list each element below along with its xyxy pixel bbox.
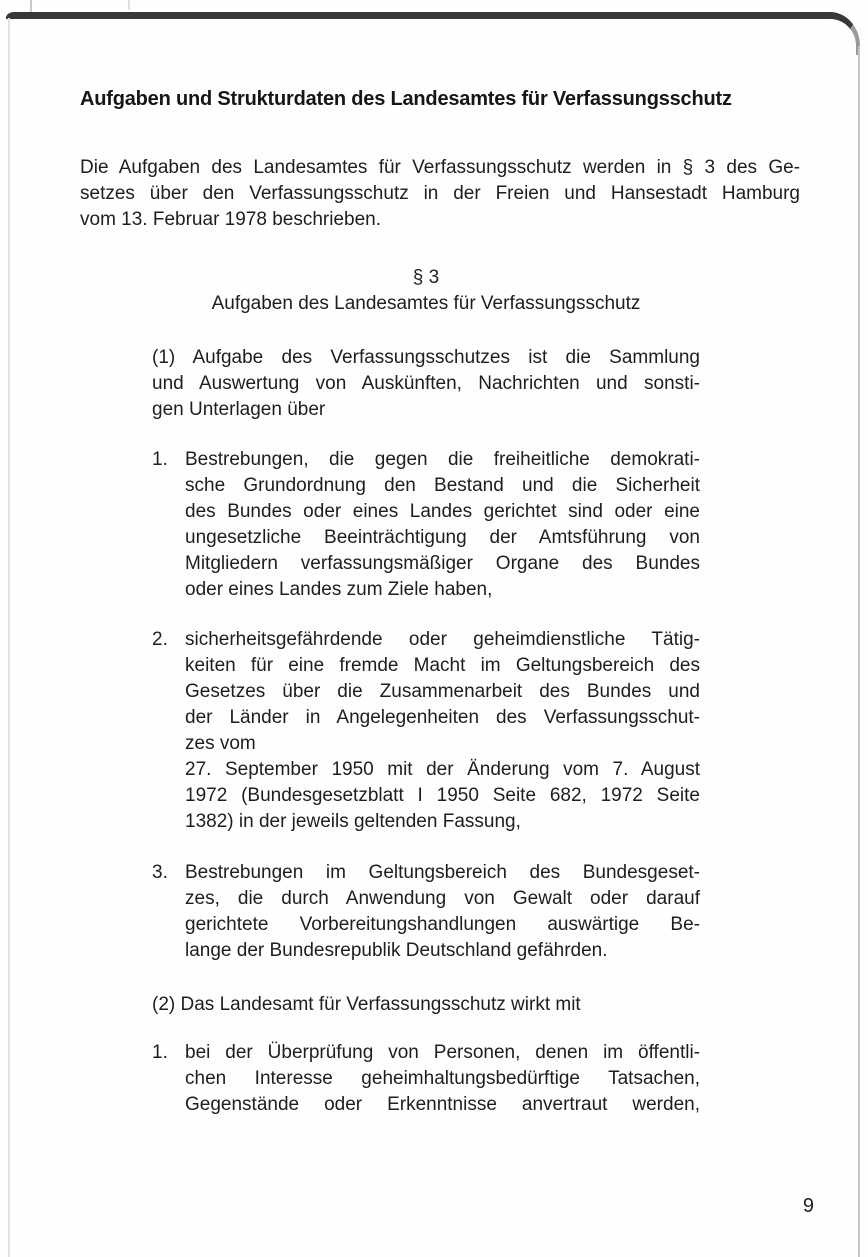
list-item-text [185,627,700,835]
list-marker: 2. [152,629,168,650]
intro-paragraph [80,155,800,233]
text-line: gerichtete Vorbereitungshandlungen auswärtige Be- [185,914,700,935]
text-line: sche Grundordnung den Bestand und die Sicherheit [185,475,700,496]
text-line: (2) Das Landesamt für Verfassungsschutz wirkt mit [152,994,581,1015]
page-title: Aufgaben und Strukturdaten des Landesamtes für Verfassungsschutz [80,88,732,110]
paragraph-1 [152,345,700,423]
paragraph-2 [152,992,700,1018]
list-item-text [185,860,700,964]
section-number: § 3 [412,267,440,288]
text-line: der Länder in Angelegenheiten des Verfassungsschut- [185,707,700,728]
section-heading-block [152,265,700,317]
list-item-text [185,447,700,603]
list-item-2 [152,627,700,835]
text-line: zes, die durch Anwendung von Gewalt oder darauf [185,888,700,909]
text-line: sicherheitsgefährdende oder geheimdienstliche Tätig- [185,629,700,650]
text-line: Bestrebungen, die gegen die freiheitliche demokrati- [185,449,700,470]
scan-left-edge [8,18,10,1257]
text-line: bei der Überprüfung von Personen, denen im öffentli- [185,1042,700,1063]
text-line: keiten für eine fremde Macht im Geltungsbereich des [185,655,700,676]
ordered-list-1 [152,447,700,964]
text-line: des Bundes oder eines Landes gerichtet sind oder eine [185,501,700,522]
text-line: Gesetzes über die Zusammenarbeit des Bundes und [185,681,700,702]
text-line: ungesetzliche Beeinträchtigung der Amtsführung von [185,527,700,548]
text-line: (1) Aufgabe des Verfassungsschutzes ist die Sammlung [152,347,700,368]
text-line: 1382) in der jeweils geltenden Fassung, [185,811,521,832]
scan-crease-mark [30,0,32,12]
page-number: 9 [802,1195,814,1217]
text-line: oder eines Landes zum Ziele haben, [185,579,493,600]
text-line: zes vom [185,733,256,754]
text-line: und Auswertung von Auskünften, Nachrichten und sonsti- [152,373,700,394]
text-line: gen Unterlagen über [152,399,326,420]
list-item-3 [152,860,700,964]
text-line: 27. September 1950 mit der Änderung vom 7. August [185,759,700,780]
list-item-1 [152,447,700,603]
text-line: vom 13. Februar 1978 beschrieben. [80,209,382,230]
scan-right-edge [858,46,860,1257]
list-marker: 1. [152,449,168,470]
text-line: setzes über den Verfassungsschutz in der Freien und Hansestadt Hamburg [80,183,800,204]
text-line: chen Interesse geheimhaltungsbedürftige Tatsachen, [185,1068,700,1089]
list-item-1 [152,1040,700,1118]
text-line: Die Aufgaben des Landesamtes für Verfassungsschutz werden in § 3 des Ge- [80,157,800,178]
list-marker: 1. [152,1042,168,1063]
list-item-text [185,1040,700,1118]
text-line: Mitgliedern verfassungsmäßiger Organe des Bundes [185,553,700,574]
text-line: 1972 (Bundesgesetzblatt I 1950 Seite 682, 1972 Seite [185,785,700,806]
text-line: Bestrebungen im Geltungsbereich des Bundesgeset- [185,862,700,883]
text-line: lange der Bundesrepublik Deutschland gefährden. [185,940,608,961]
ordered-list-2 [152,1040,700,1118]
page-content [80,0,800,1118]
text-line: Gegenstände oder Erkenntnisse anvertraut werden, [185,1094,700,1115]
section-heading: Aufgaben des Landesamtes für Verfassungsschutz [211,293,641,314]
list-marker: 3. [152,862,168,883]
